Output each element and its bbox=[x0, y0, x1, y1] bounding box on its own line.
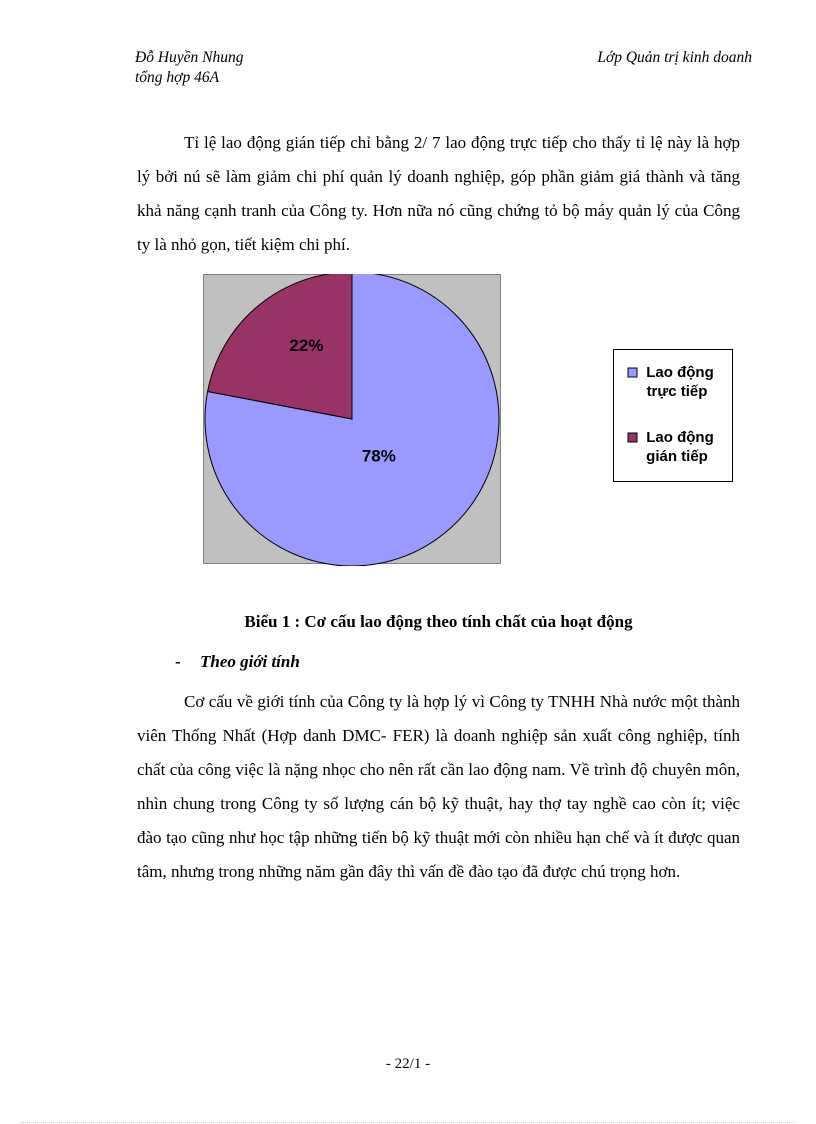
page-number: - 22/1 - bbox=[385, 1056, 431, 1072]
header-author-block bbox=[135, 48, 244, 88]
header-class-right: Lớp Quản trị kinh doanh bbox=[597, 49, 752, 66]
pie-label-1: 78% bbox=[361, 446, 396, 466]
section-title: Theo giới tính bbox=[200, 652, 300, 671]
section-heading-gender bbox=[175, 652, 300, 672]
header-class-left: tổng hợp 46A bbox=[135, 69, 220, 86]
legend-label-1: Lao động trực tiếp bbox=[646, 364, 714, 400]
legend-swatch-1 bbox=[628, 368, 637, 377]
header-author: Đỗ Huyền Nhung bbox=[135, 49, 244, 66]
pie-label-2: 22% bbox=[289, 335, 324, 355]
chart-caption: Biểu 1 : Cơ cấu lao động theo tính chất của hoạt động bbox=[244, 612, 633, 631]
paragraph-gender-structure: Cơ cấu về giới tính của Công ty là hợp lý vì Công ty TNHH Nhà nước một thành viên Thống Nhất (Hợp danh DMC- FER) là doanh nghiệp sản xuất công nghiệp, tính chất của công việc là nặng nhọc cho nên rất cần lao động nam. Về trình độ chuyên môn, nhìn chung trong Công ty số lượng cán bộ kỹ thuật, hay thợ tay nghề cao còn ít; việc đào tạo cũng như học tập những tiến bộ kỹ thuật mới còn nhiều hạn chế và ít được quan tâm, nhưng trong những năm gần đây thì vấn đề đào tạo đã được chú trọng hơn. bbox=[137, 692, 740, 881]
legend-swatch-2 bbox=[628, 433, 637, 442]
section-bullet: - bbox=[175, 652, 181, 671]
labor-structure-pie-chart bbox=[203, 274, 735, 566]
paragraph-labor-ratio: Tỉ lệ lao động gián tiếp chỉ bằng 2/ 7 lao động trực tiếp cho thấy tỉ lệ này là hợp lý bởi nú sẽ làm giảm chi phí quản lý doanh nghiệp, góp phần giảm giá thành và tăng khả năng cạnh tranh của Công ty. Hơn nữa nó cũng chứng tỏ bộ máy quản lý của Công ty là nhỏ gọn, tiết kiệm chi phí. bbox=[137, 133, 740, 254]
legend-label-2: Lao động gián tiếp bbox=[646, 429, 714, 465]
